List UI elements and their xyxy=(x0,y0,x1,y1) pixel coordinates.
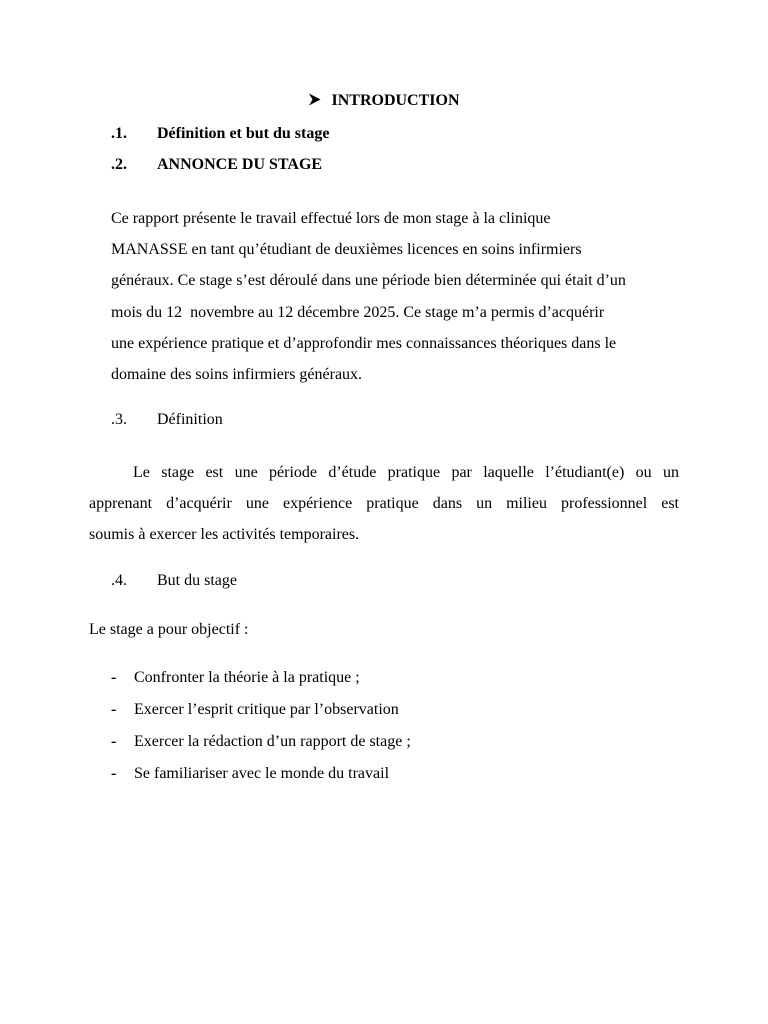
bullet-dash: - xyxy=(111,765,117,782)
bullet-dash: - xyxy=(111,733,117,750)
list-item xyxy=(111,667,411,699)
section-title: ANNONCE DU STAGE xyxy=(157,156,323,173)
paragraph-line: MANASSE en tant qu’étudiant de deuxièmes licences en soins infirmiers xyxy=(111,241,582,259)
list-item-text: Confronter la théorie à la pratique ; xyxy=(134,669,360,686)
right-arrowhead-icon xyxy=(308,90,321,112)
section-title: But du stage xyxy=(157,572,237,589)
paragraph-line: une expérience pratique et d’approfondir mes connaissances théoriques dans le xyxy=(111,334,617,352)
list-item-text: Exercer la rédaction d’un rapport de stage ; xyxy=(134,733,411,750)
paragraph-line: Ce rapport présente le travail effectué lors de mon stage à la clinique xyxy=(111,210,551,227)
list-item xyxy=(111,731,411,763)
section-2-heading xyxy=(111,154,322,176)
section-number: .1. xyxy=(111,125,127,142)
introduction-heading xyxy=(0,90,768,112)
section-1-heading xyxy=(111,123,329,145)
paragraph-line: domaine des soins infirmiers généraux. xyxy=(111,366,363,384)
paragraph-line: mois du 12 novembre au 12 décembre 2025. Ce stage m’a permis d’acquérir xyxy=(111,303,605,321)
introduction-title: INTRODUCTION xyxy=(331,92,460,109)
list-item-text: Exercer l’esprit critique par l’observation xyxy=(134,701,399,718)
section-number: .4. xyxy=(111,572,127,589)
list-item xyxy=(111,699,411,731)
section-number: .2. xyxy=(111,156,127,173)
section-4-heading xyxy=(111,570,237,592)
bullet-dash: - xyxy=(111,669,117,686)
section-title: Définition xyxy=(157,411,223,428)
section-title: Définition et but du stage xyxy=(157,125,330,142)
annonce-paragraph xyxy=(111,203,681,390)
bullet-dash: - xyxy=(111,701,117,718)
paragraph-line: soumis à exercer les activités temporaires. xyxy=(89,526,360,543)
paragraph-line: Le stage est une période d’étude pratique par laquelle l’étudiant(e) ou un xyxy=(133,464,679,481)
paragraph-line: apprenant d’acquérir une expérience pratique dans un milieu professionnel est xyxy=(89,495,679,512)
paragraph-line: généraux. Ce stage s’est déroulé dans une période bien déterminée qui était d’un xyxy=(111,272,626,290)
section-number: .3. xyxy=(111,411,127,428)
section-3-heading xyxy=(111,409,223,431)
definition-paragraph xyxy=(89,457,679,550)
objective-intro: Le stage a pour objectif : xyxy=(89,621,249,638)
objectives-list xyxy=(111,667,411,795)
list-item xyxy=(111,763,411,795)
list-item-text: Se familiariser avec le monde du travail xyxy=(134,765,390,782)
